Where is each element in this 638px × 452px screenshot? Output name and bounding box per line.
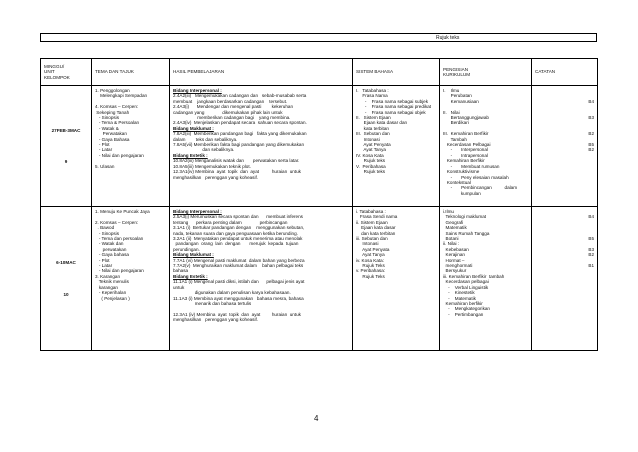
- note-line: B4: [588, 98, 594, 104]
- language-system-cell: i. Tatabahasa : Frasa Sendi nama ii. Sistem Ejaan Ejaan kata dasar dan kata terbitan iii. Sebutan dan Intonasi Ayat Penyata Ayat Tanya iv. Kosa Kata: Rujuk Teks v. Peribahasa: Rujuk Teks: [353, 207, 440, 351]
- table-header-row: [41, 59, 598, 86]
- outcome-text: 11.1A1 (i) Mengenal pasti diksi, istilah dan pelbagai jenis ayat untuk digunakan dalam penulisan karya kebahasaan. 11.1A3 (i) Membina ayat menggunakan bahasa mesra, bahasa menarik dan bahasa tertulis 12.3A1 (iv) Membina ayat topik dan ayat huraian untuk menghasilkan perenggan yang koheasif.: [173, 279, 305, 323]
- notes-cell: [532, 207, 598, 351]
- notes-cell: [532, 86, 598, 207]
- header-curriculum: PENGISIAN KURIKULUM: [440, 59, 532, 86]
- week-cell: [41, 207, 92, 351]
- header-learning-outcomes: HASIL PEMBELAJARAN: [170, 59, 353, 86]
- header-theme: TEMA DAN TAJUK: [92, 59, 170, 86]
- outcome-heading: Bidang Estetik :: [173, 273, 208, 279]
- note-line: B5: [588, 142, 594, 148]
- table-row: [41, 207, 598, 351]
- theme-cell: 1. Penggolongan Melengkapi Sempadan 4. Komsas – Cerpen: Sekeping Tanah - Sinopsis - Tema & Persoalan - Watak & Perwatakan - Gaya Bahasa - Plot - Latar - Nilai dan pengajaran 5. Ulasan: [92, 86, 170, 207]
- outcome-heading: Bidang Interpersonal :: [173, 209, 222, 214]
- outcome-heading: Bidang Interpersonal :: [173, 88, 222, 93]
- unit-number: 10: [63, 291, 69, 297]
- note-line: B3: [588, 115, 594, 121]
- header-language-system: SISTEM BAHASA: [353, 59, 440, 86]
- week-dates: 6-10MAC: [56, 260, 76, 266]
- note-line: B2: [588, 147, 594, 153]
- theme-cell: 1. Menuju Ke Puncak Jaya 2. Komsas – Cerpen: . Bawod - Sinopsis - Tema dan persoalan - Watak dan perwatakan - Gaya bahasa - Plot - Latar - Nilai dan pengajaran 3. Karangan Teknik menulis karangan - Keperihalan ( Penjelasan ): [92, 207, 170, 351]
- outcome-text: 10.8A2(iii) Menganalisis watak dan perwatakan serta latar. 10.8A5(iii) Mengemukakan teknik plot. 12.3A1(iv) Membina ayat topik dan ayat huraian untuk menghasilkan perenggan yang koheasif.: [173, 158, 301, 180]
- note-line: B5: [588, 236, 594, 242]
- outcome-text: 7.7A1 (vi) Mengenal pasti maklumat dalam bahan yang berbeza 7.7A2(v) Menghuraikan maklumat dalam bahan pelbagai teks bahasa: [173, 257, 305, 274]
- table-row: [41, 86, 598, 207]
- header-notes: CATATAN: [532, 59, 598, 86]
- reference-note-box: [40, 33, 597, 42]
- learning-outcomes-cell: [170, 207, 353, 351]
- note-line: B2: [588, 252, 594, 258]
- unit-number: 9: [64, 159, 68, 164]
- outcome-text: 2.4A2(iii) Mengemukakan cadangan dan sebab-musabab serta membuat jangkaan berdasarkan cadangan tersebut. 2.4A3(i) Mendengar dan mengenal pasti kekeruhan cadangan yang dikemukakan pihak lain untuk memberikan cadangan bagi yang membina. 2.4A3(iv) Menjelaskan pendapat secara sahuan secara spontan.: [173, 93, 307, 126]
- outcome-text: 7.8A2(iii) Memberikan pandangan bagi fakta yang dikemukakan dalam teks dan sebaliknya. 7.8A5(vii) Memberikan fakta bagi pandangan yang dikemukakan dan sebaliknya.: [173, 131, 307, 153]
- note-line: B3: [588, 246, 594, 252]
- curriculum-cell: i.Ilmu Teknologi maklumat Geografi Matematik Sains Rumah Tangga Botani ii. Nilai : Kebebasan Kerajinan Hormat – menghormati Bersyukur iii. Kemahiran Berfikir tambah Kecerdasan pelbagai - Verbal Linguistik - Kinestetik - Matematik Kemahiran berfikir - Mengkategorikan - Pertimbangan: [440, 207, 532, 351]
- header-week: MINGGU/ UNIT KELOMPOK: [41, 59, 92, 86]
- note-line: B2: [588, 131, 594, 137]
- outcome-heading: Bidang Maklumat :: [173, 125, 214, 131]
- week-cell: [41, 86, 92, 207]
- lesson-plan-table: [40, 58, 598, 351]
- outcome-heading: Bidang Estetik :: [173, 152, 208, 158]
- note-line: B1: [588, 263, 594, 269]
- reference-note: Rujuk teks: [436, 34, 460, 41]
- outcome-text: 2.5A3(i) Merumuskan secara spontan dan membuat inferens tentang perkara penting dalam perbincangan 3.1A1 (i) Bertukar pandangan dengan menggunakan sebutan, nada, tekanan suara dan gaya penguasaan ketika berunding. 3.2A1 (ii) Menyatakan pendapat untuk menerima atau menolak pandangan orang lain dengan merujuk kepada tujuan perundingan.: [173, 214, 305, 252]
- curriculum-cell: I. Ilmu Perubatan Kemanusiaan II. Nilai Bertanggungjawab Berdikari III. Kemahiran Berfikir Tambah Kecerdasan Pelbagai - Interpersonal - Intrapersonal Kemahiran Berfikir - Membuat rumusan Konstruktivisme - Peny elesaian masalah Kontekstual - Pembincangan dalam kumpulan: [440, 86, 532, 207]
- learning-outcomes-cell: [170, 86, 353, 207]
- language-system-cell: I. Tatabahasa : Frasa Nama - Frasa nama sebagai subjek - Frasa nama sebagai predikat - Frasa nama sebagai objek II. Sistem Ejaan Ejaan kata dasar dan kata terbitan III. Sebutan dan Intonasi Ayat Penyata Ayat Tanya IV. Kosa Kata Rujuk teks V. Peribahasa Rujuk teks: [353, 86, 440, 207]
- week-dates: 27FEB-3MAC: [51, 127, 81, 133]
- outcome-heading: Bidang Maklumat :: [173, 252, 214, 258]
- page-number: 4: [314, 414, 319, 423]
- note-line: B4: [588, 214, 594, 220]
